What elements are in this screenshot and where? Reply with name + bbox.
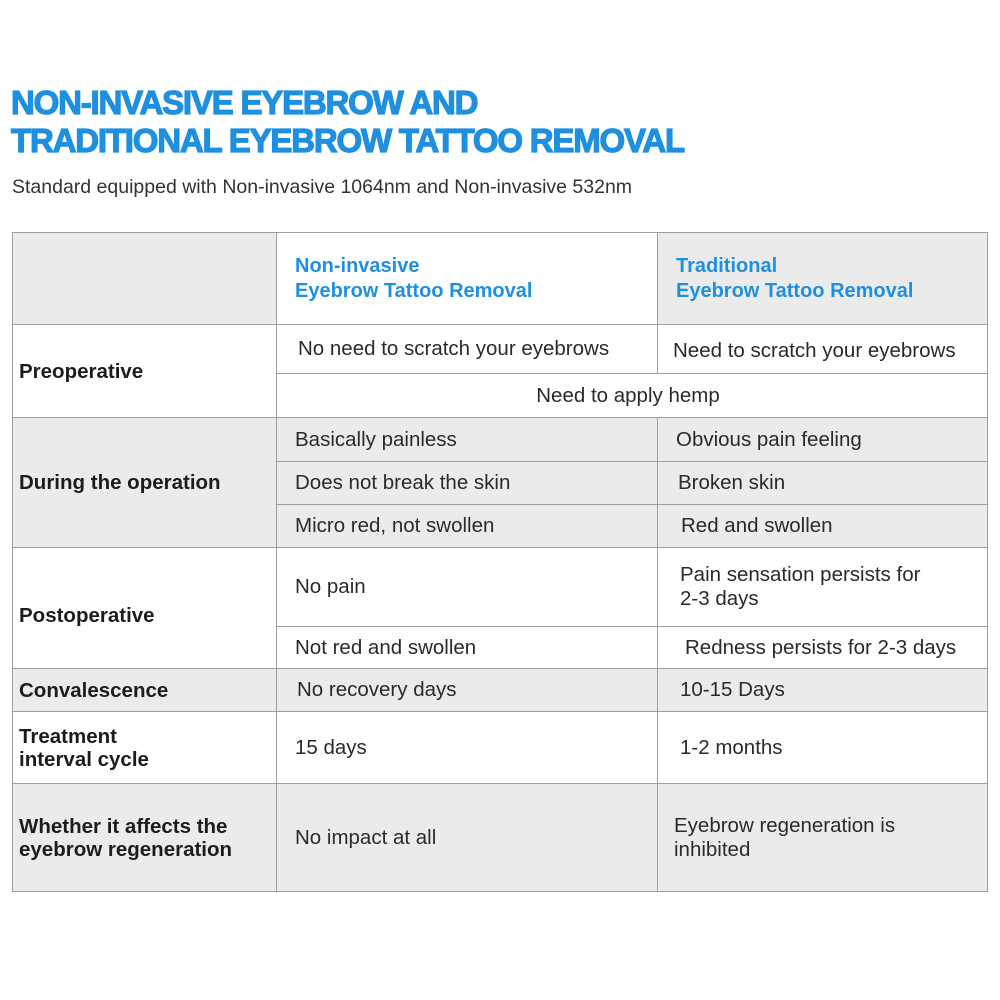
postoperative-traditional-line-2: 2-3 days — [680, 587, 759, 610]
cell-postoperative-traditional-1 — [657, 547, 988, 627]
cell-convalescence-non-invasive: No recovery days — [276, 668, 658, 712]
regeneration-traditional-line-1: Eyebrow regeneration is — [674, 813, 896, 837]
regeneration-traditional-line-2: inhibited — [674, 837, 751, 861]
cell-during-non-invasive-2: Does not break the skin — [276, 461, 658, 505]
header-traditional-line-2: Eyebrow Tattoo Removal — [676, 279, 914, 302]
header-corner-cell — [12, 232, 277, 325]
row-label-postoperative: Postoperative — [12, 547, 277, 669]
page-subtitle: Standard equipped with Non-invasive 1064nm and Non-invasive 532nm — [12, 176, 633, 198]
cell-during-traditional-2: Broken skin — [657, 461, 988, 505]
row-label-treatment-interval — [12, 711, 277, 784]
regeneration-label-line-1: Whether it affects the — [19, 814, 228, 838]
cell-regeneration-non-invasive: No impact at all — [276, 783, 658, 892]
header-traditional — [657, 232, 988, 325]
row-label-during-operation: During the operation — [12, 417, 277, 548]
regeneration-label-line-2: eyebrow regeneration — [19, 837, 233, 861]
cell-during-traditional-1: Obvious pain feeling — [657, 417, 988, 462]
cell-postoperative-non-invasive-1: No pain — [276, 547, 658, 627]
title-line-1: NON-INVASIVE EYEBROW AND — [11, 84, 478, 121]
cell-during-traditional-3: Red and swollen — [657, 504, 988, 548]
cell-regeneration-traditional — [657, 783, 988, 892]
row-label-preoperative: Preoperative — [12, 324, 277, 418]
header-non-invasive — [276, 232, 658, 325]
header-non-invasive-line-1: Non-invasive — [295, 254, 420, 277]
postoperative-traditional-line-1: Pain sensation persists for — [680, 563, 921, 586]
cell-interval-traditional: 1-2 months — [657, 711, 988, 784]
cell-during-non-invasive-3: Micro red, not swollen — [276, 504, 658, 548]
row-label-eyebrow-regeneration — [12, 783, 277, 892]
header-traditional-line-1: Traditional — [676, 254, 778, 277]
page-title — [11, 84, 684, 160]
cell-preoperative-traditional: Need to scratch your eyebrows — [657, 324, 988, 374]
cell-preoperative-non-invasive: No need to scratch your eyebrows — [276, 324, 658, 374]
cell-during-non-invasive-1: Basically painless — [276, 417, 658, 462]
cell-interval-non-invasive: 15 days — [276, 711, 658, 784]
row-label-convalescence: Convalescence — [12, 668, 277, 712]
header-non-invasive-line-2: Eyebrow Tattoo Removal — [295, 279, 533, 302]
cell-postoperative-non-invasive-2: Not red and swollen — [276, 626, 658, 669]
cell-postoperative-traditional-2: Redness persists for 2-3 days — [657, 626, 988, 669]
treatment-interval-label-line-1: Treatment — [19, 724, 117, 748]
title-line-2: TRADITIONAL EYEBROW TATTOO REMOVAL — [11, 122, 684, 159]
cell-preoperative-shared: Need to apply hemp — [276, 373, 988, 418]
cell-convalescence-traditional: 10-15 Days — [657, 668, 988, 712]
treatment-interval-label-line-2: interval cycle — [19, 747, 149, 771]
